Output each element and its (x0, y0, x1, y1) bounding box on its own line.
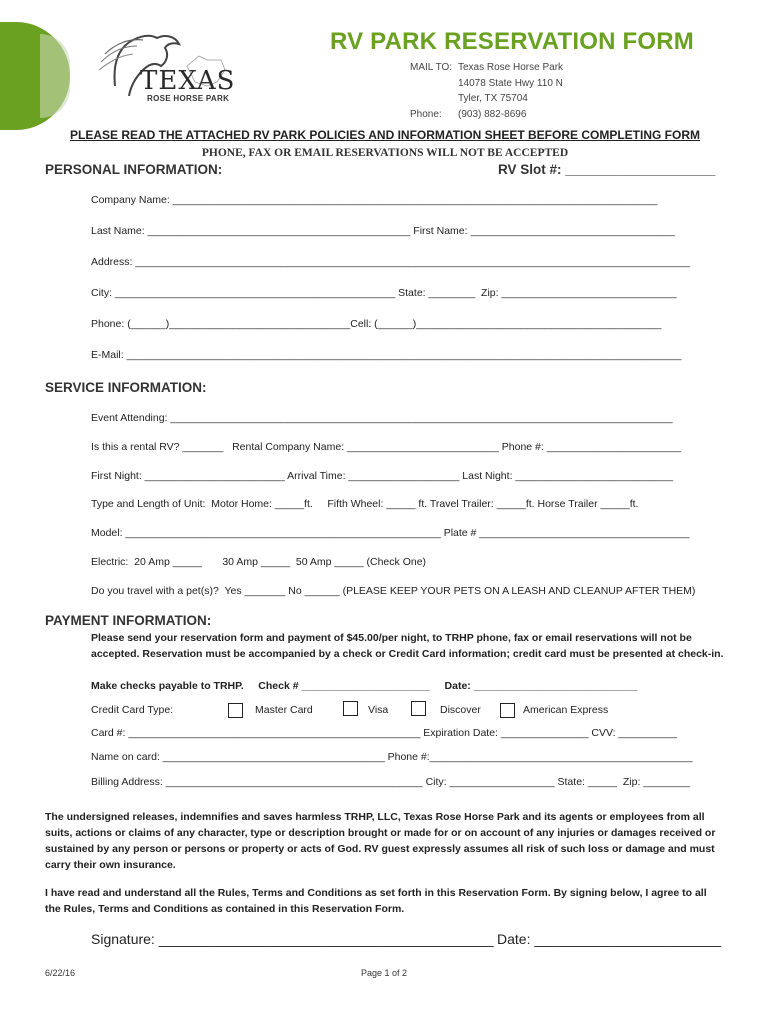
green-tab-shading (40, 34, 70, 118)
discover-checkbox[interactable] (411, 701, 426, 716)
revision-date: 6/22/16 (45, 968, 76, 978)
payment-info-heading: PAYMENT INFORMATION: (45, 613, 212, 628)
company-name-field[interactable]: Company Name: ___________________________________________________________________________________ (91, 194, 658, 206)
card-number-fields[interactable]: Card #: __________________________________________________ Expiration Date: _______________ CVV: __________ (91, 727, 677, 739)
american-express-label: American Express (523, 704, 609, 716)
service-info-heading: SERVICE INFORMATION: (45, 380, 207, 395)
check-fields[interactable]: Make checks payable to TRHP. Check # ______________________ Date: ____________________________ (91, 680, 638, 692)
city-state-zip-fields[interactable]: City: ________________________________________________ State: ________ Zip: ______________________________ (91, 287, 677, 299)
mailing-address (410, 60, 563, 122)
signature-date-field[interactable]: Date: ________________________ (497, 931, 722, 947)
phone-number: (903) 882-8696 (458, 108, 527, 120)
rental-rv-fields[interactable]: Is this a rental RV? _______ Rental Company Name: __________________________ Phone #: _______________________ (91, 441, 682, 453)
visa-checkbox[interactable] (343, 701, 358, 716)
email-field[interactable]: E-Mail: _______________________________________________________________________________________________ (91, 349, 682, 361)
master-card-checkbox[interactable] (228, 703, 243, 718)
policies-notice: PLEASE READ THE ATTACHED RV PARK POLICIES AND INFORMATION SHEET BEFORE COMPLETING FORM (69, 128, 701, 142)
page-number: Page 1 of 2 (361, 968, 408, 978)
name-fields[interactable]: Last Name: _____________________________________________ First Name: ___________________________________ (91, 225, 675, 237)
agreement-statement: I have read and understand all the Rules, Terms and Conditions as set forth in this Reservation Form. By signing below, I agree to all the Rules, Terms and Conditions as contained in this Reservation Form. (45, 887, 707, 915)
no-phone-reservations-notice: PHONE, FAX OR EMAIL RESERVATIONS WILL NOT BE ACCEPTED (201, 147, 569, 159)
night-arrival-fields[interactable]: First Night: ________________________ Arrival Time: ___________________ Last Night: ___________________________ (91, 470, 674, 482)
name-on-card-fields[interactable]: Name on card: ______________________________________ Phone #:_____________________________________________ (91, 751, 693, 763)
card-type-label: Credit Card Type: (91, 704, 174, 716)
release-statement: The undersigned releases, indemnifies and saves harmless TRHP, LLC, Texas Rose Horse Park and its agents or employees from all suits, actions or claims of any character, type or description brought or made for or on account of any injuries or damages received or sustained by any person or persons or property or acts of God. RV guest expressly assumes all risk of such loss or damage and must carry their own insurance. (45, 811, 716, 871)
american-express-checkbox[interactable] (500, 703, 515, 718)
event-attending-field[interactable]: Event Attending: ______________________________________________________________________________________ (91, 412, 673, 424)
phone-label: Phone: (410, 108, 442, 120)
payment-instructions: Please send your reservation form and payment of $45.00/per night, to TRHP phone, fax or email reservations will not be accepted. Reservation must be accompanied by a check or Credit Card information; credit card must be presented at check-in. (91, 632, 724, 660)
form-title: RV PARK RESERVATION FORM (330, 28, 694, 55)
signature-field[interactable]: Signature: ___________________________________________ (91, 931, 494, 947)
address-line: 14078 State Hwy 110 N (458, 77, 563, 89)
mail-to-label: MAIL TO: (410, 62, 453, 73)
visa-label: Visa (368, 704, 389, 716)
logo-subtitle: ROSE HORSE PARK (147, 94, 230, 103)
address-line: Texas Rose Horse Park (458, 62, 564, 73)
master-card-label: Master Card (255, 704, 313, 716)
discover-label: Discover (440, 704, 481, 716)
address-line: Tyler, TX 75704 (458, 93, 528, 104)
address-field[interactable]: Address: _______________________________________________________________________________________________ (91, 256, 691, 268)
electric-fields[interactable]: Electric: 20 Amp _____ 30 Amp _____ 50 Amp _____ (Check One) (91, 556, 427, 568)
unit-type-fields[interactable]: Type and Length of Unit: Motor Home: _____ft. Fifth Wheel: _____ ft. Travel Trailer: _____ft. Horse Trailer _____ft. (91, 498, 639, 510)
rv-slot-field[interactable]: RV Slot #: ____________________ (498, 162, 716, 177)
phone-cell-fields[interactable]: Phone: (______)_______________________________Cell: (______)__________________________________________ (91, 318, 662, 330)
pet-fields[interactable]: Do you travel with a pet(s)? Yes _______ No ______ (PLEASE KEEP YOUR PETS ON A LEASH AND CLEANUP AFTER THEM) (91, 585, 696, 597)
logo-wordmark: TEXAS (140, 66, 236, 96)
model-plate-fields[interactable]: Model: ______________________________________________________ Plate # ____________________________________ (91, 527, 690, 539)
billing-address-fields[interactable]: Billing Address: ____________________________________________ City: __________________ State: _____ Zip: ________ (91, 776, 691, 788)
personal-info-heading: PERSONAL INFORMATION: (45, 162, 223, 177)
